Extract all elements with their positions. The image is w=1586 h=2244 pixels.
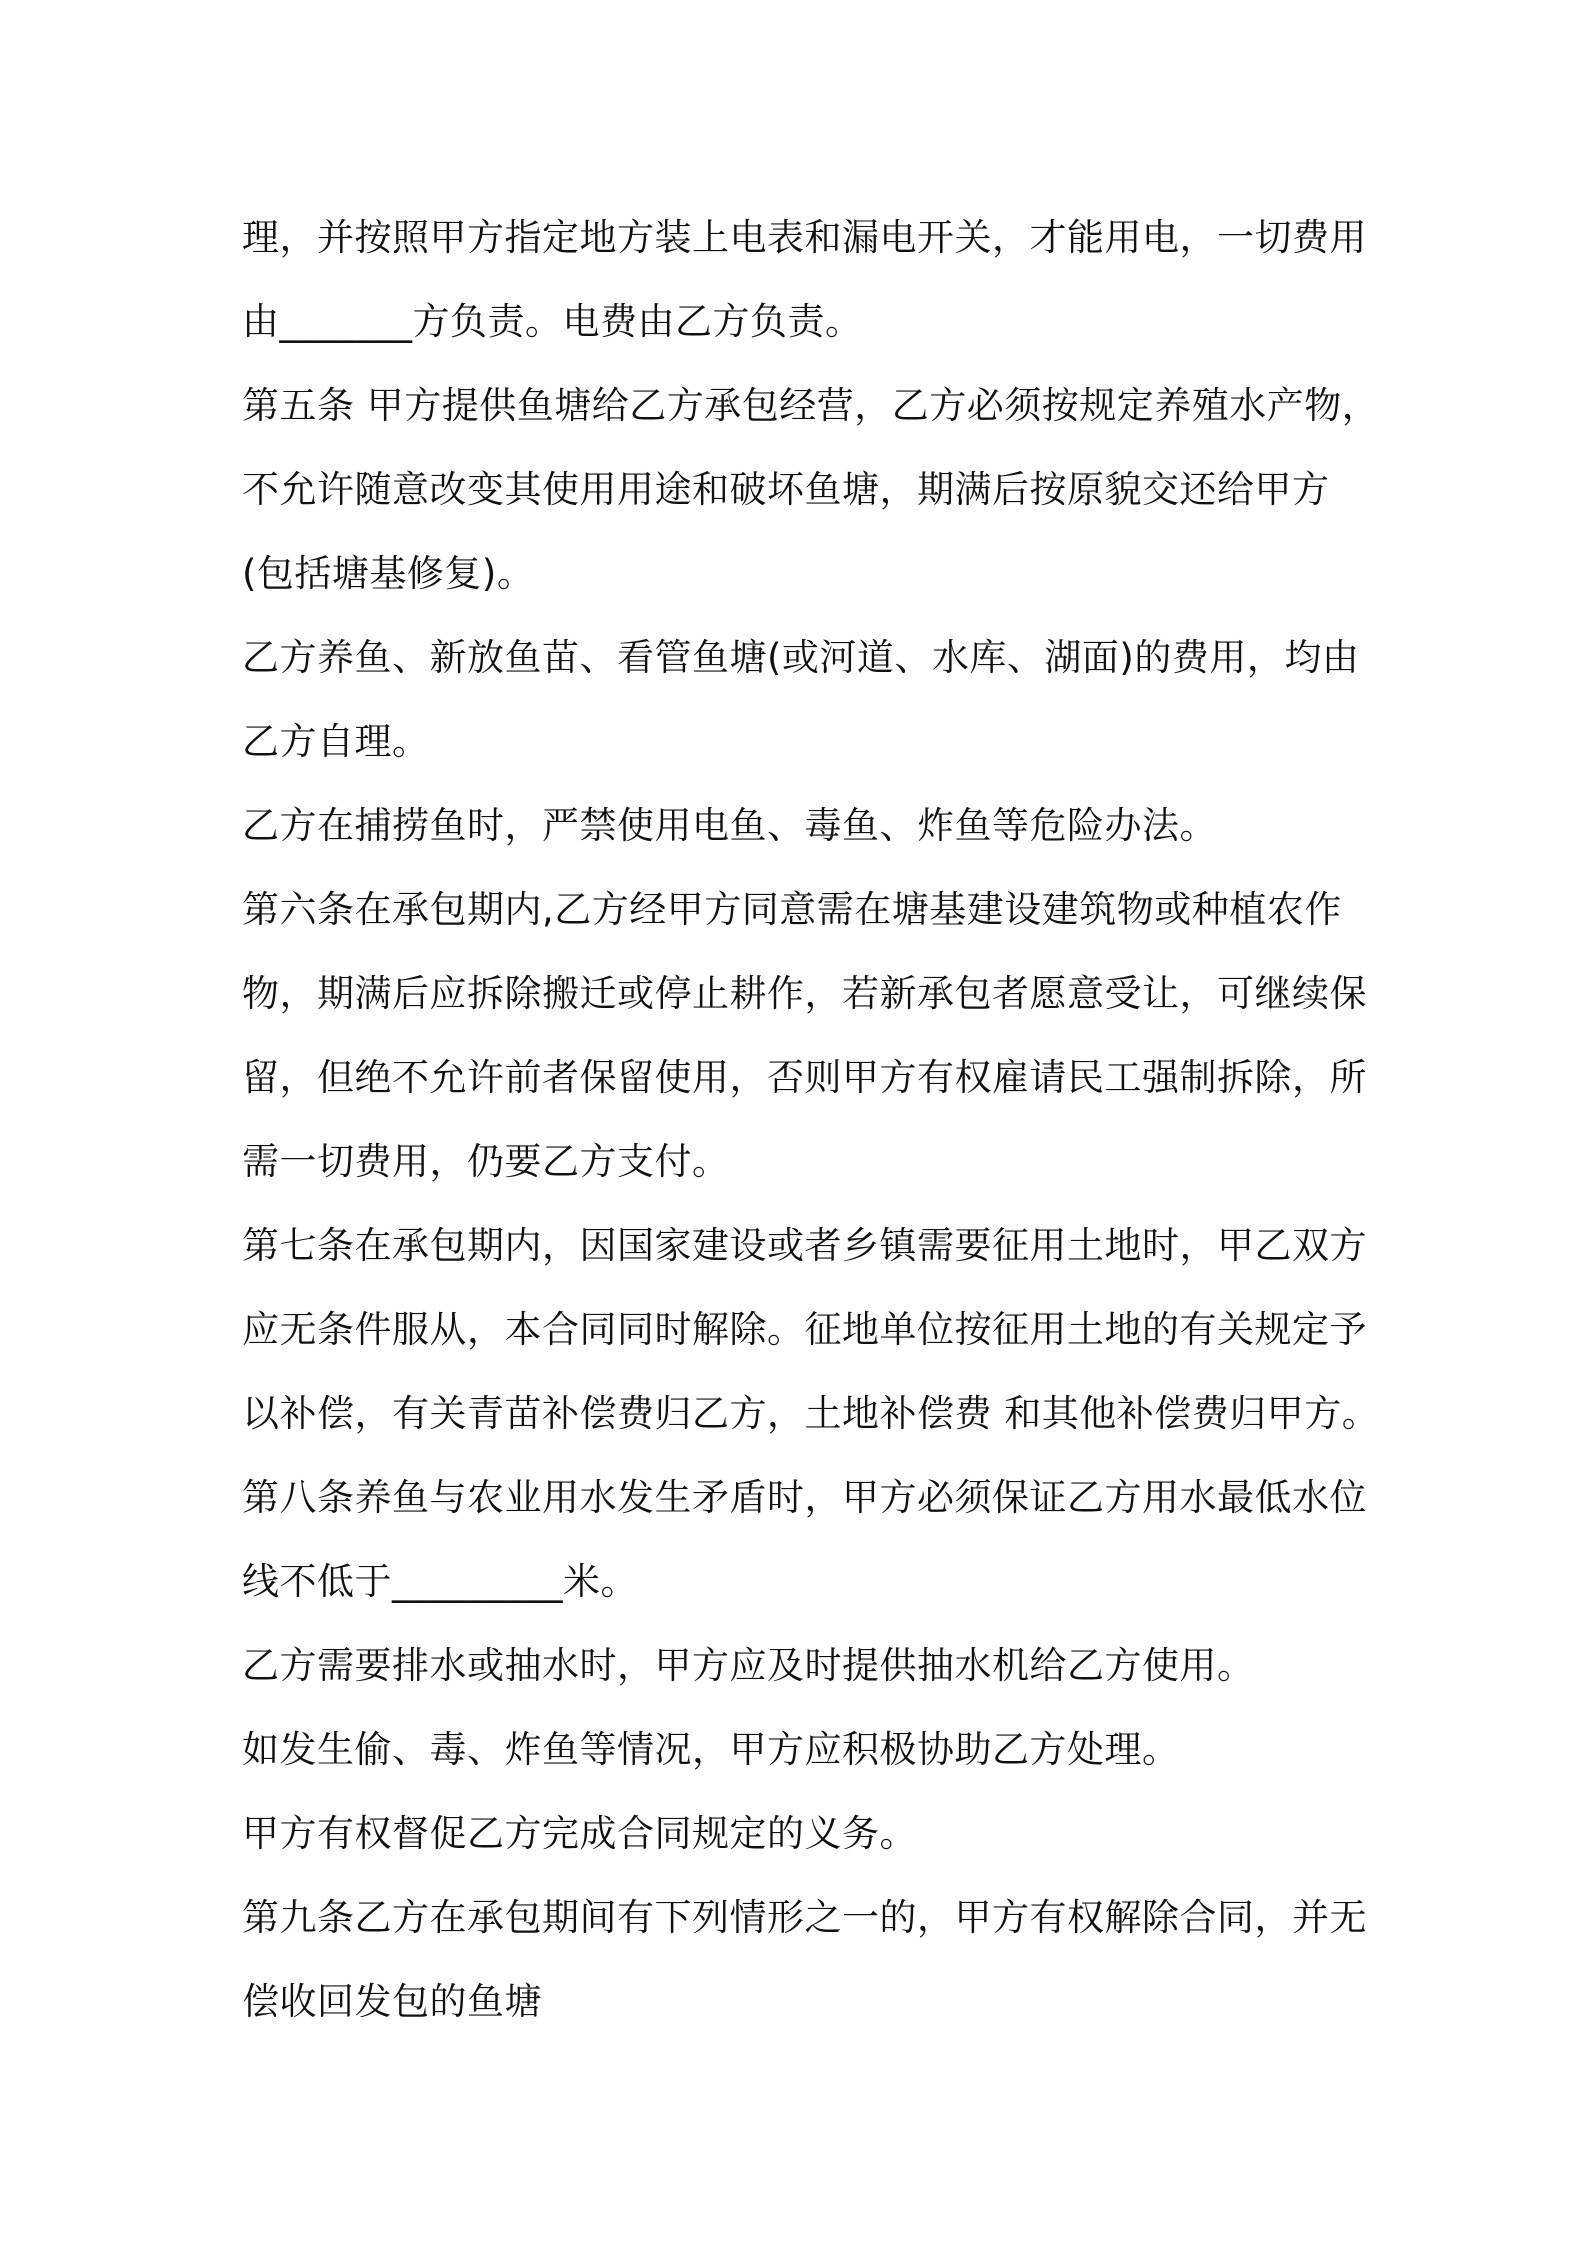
- text-line: 乙方在捕捞鱼时，严禁使用电鱼、毒鱼、炸鱼等危险办法。: [242, 804, 1217, 847]
- text-line: 留，但绝不允许前者保留使用，否则甲方有权雇请民工强制拆除，所: [242, 1056, 1367, 1099]
- text-line: 乙方需要排水或抽水时，甲方应及时提供抽水机给乙方使用。: [242, 1644, 1255, 1687]
- text-line: 第七条在承包期内，因国家建设或者乡镇需要征用土地时，甲乙双方: [242, 1224, 1367, 1267]
- text-line: 甲方有权督促乙方完成合同规定的义务。: [242, 1812, 917, 1855]
- text-line: 需一切费用，仍要乙方支付。: [242, 1140, 730, 1183]
- text-line: 第九条乙方在承包期间有下列情形之一的，甲方有权解除合同，并无: [242, 1896, 1367, 1939]
- text-line: 第五条 甲方提供鱼塘给乙方承包经营，乙方必须按规定养殖水产物，: [242, 384, 1380, 427]
- text-line: 线不低于_________米。: [242, 1560, 638, 1603]
- text-line: 理，并按照甲方指定地方装上电表和漏电开关，才能用电，一切费用: [242, 216, 1367, 259]
- text-line: 由_______方负责。电费由乙方负责。: [242, 300, 863, 343]
- text-line: 不允许随意改变其使用用途和破坏鱼塘，期满后按原貌交还给甲方: [242, 468, 1330, 511]
- text-line: 第六条在承包期内,乙方经甲方同意需在塘基建设建筑物或种植农作: [242, 888, 1342, 931]
- text-line: 应无条件服从，本合同同时解除。征地单位按征用土地的有关规定予: [242, 1308, 1367, 1351]
- contract-text-body: [242, 196, 1382, 2044]
- text-line: (包括塘基修复)。: [242, 552, 535, 595]
- text-line: 乙方自理。: [242, 720, 430, 763]
- text-line: 以补偿，有关青苗补偿费归乙方，土地补偿费 和其他补偿费归甲方。: [242, 1392, 1380, 1435]
- text-line: 物，期满后应拆除搬迁或停止耕作，若新承包者愿意受让，可继续保: [242, 972, 1367, 1015]
- text-line: 第八条养鱼与农业用水发生矛盾时，甲方必须保证乙方用水最低水位: [242, 1476, 1367, 1519]
- text-line: 乙方养鱼、新放鱼苗、看管鱼塘(或河道、水库、湖面)的费用，均由: [242, 636, 1360, 679]
- text-line: 偿收回发包的鱼塘: [242, 1980, 542, 2023]
- text-line: 如发生偷、毒、炸鱼等情况，甲方应积极协助乙方处理。: [242, 1728, 1180, 1771]
